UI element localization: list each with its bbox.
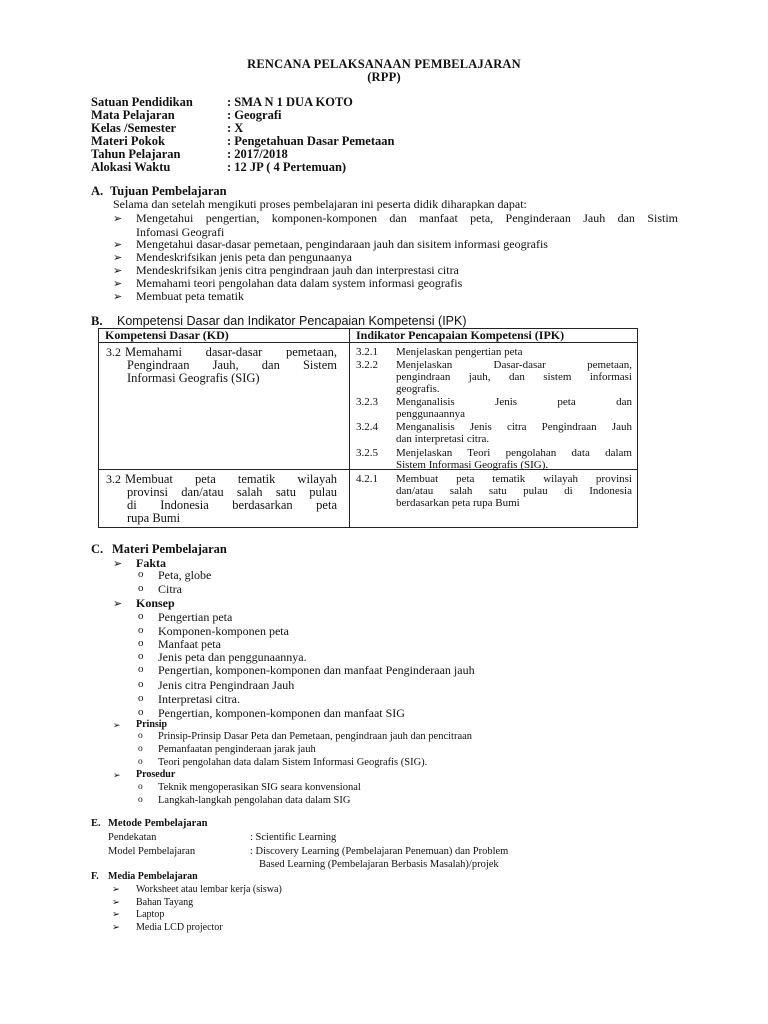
list-item: Mengetahui pengertian, komponen-komponen dan manfaat peta, Penginderaan Jauh dan Sistim	[136, 211, 678, 225]
list-item: Jenis citra Pengindraan Jauh	[158, 678, 295, 692]
subsection-heading: Prosedur	[136, 769, 176, 780]
kd-text-line: di Indonesia berdasarkan peta	[127, 498, 337, 512]
ipk-text-line: Sistem Informasi Geografis (SIG).	[396, 459, 549, 471]
ipk-text-line: penggunaannya	[396, 408, 466, 420]
kd-text-line: Pengindraan Jauh, dan Sistem	[127, 358, 337, 372]
subsection-heading: Prinsip	[136, 719, 168, 730]
circle-bullet-icon: o	[138, 610, 144, 622]
list-item: Mendeskrifsikan jenis peta dan pengunaanya	[136, 250, 352, 264]
list-item: Worksheet atau lembar kerja (siswa)	[136, 884, 282, 895]
ipk-number: 3.2.4	[356, 421, 378, 433]
ipk-text-line: Menjelaskan Dasar-dasar pemetaan,	[396, 359, 632, 371]
subsection-heading: Fakta	[136, 556, 166, 570]
identity-key: Tahun Pelajaran	[91, 147, 181, 161]
arrow-bullet-icon: ➢	[113, 252, 123, 264]
circle-bullet-icon: o	[138, 795, 143, 805]
identity-value: : SMA N 1 DUA KOTO	[227, 95, 353, 109]
ipk-number: 3.2.2	[356, 359, 378, 371]
document-title: RENCANA PELAKSANAAN PEMBELAJARAN	[247, 57, 521, 71]
list-item: Infomasi Geografi	[136, 225, 225, 239]
list-item: Citra	[158, 582, 182, 596]
list-item: Pengertian peta	[158, 610, 233, 624]
arrow-bullet-icon: ➢	[113, 291, 123, 303]
kd-number: 3.2	[106, 345, 121, 359]
circle-bullet-icon: o	[138, 744, 143, 754]
section-a-intro: Selama dan setelah mengikuti proses pembelajaran ini peserta didik diharapkan dapat:	[113, 197, 527, 211]
ipk-text-line: Menganalisis Jenis peta dan	[396, 396, 632, 408]
identity-value: : 2017/2018	[227, 147, 288, 161]
circle-bullet-icon: o	[138, 624, 144, 636]
circle-bullet-icon: o	[138, 650, 144, 662]
arrow-bullet-icon: ➢	[113, 770, 121, 780]
circle-bullet-icon: o	[138, 706, 144, 718]
kd-text-line: provinsi dan/atau salah satu pulau	[127, 485, 337, 499]
arrow-bullet-icon: ➢	[113, 265, 123, 277]
identity-value: : X	[227, 121, 244, 135]
list-item: Interpretasi citra.	[158, 692, 240, 706]
ipk-text-line: Menjelaskan Teori pengolahan data dalam	[396, 447, 632, 459]
method-value: : Scientific Learning	[250, 832, 337, 843]
col-header-kd: Kompetensi Dasar (KD)	[99, 329, 350, 343]
arrow-bullet-icon: ➢	[113, 720, 121, 730]
arrow-bullet-icon: ➢	[112, 910, 120, 920]
list-item: Mendeskrifsikan jenis citra pengindraan jauh dan interprestasi citra	[136, 263, 459, 277]
identity-key: Mata Pelajaran	[91, 108, 175, 122]
list-item: Pengertian, komponen-komponen dan manfaat SIG	[158, 706, 405, 720]
circle-bullet-icon: o	[138, 678, 144, 690]
list-item: Media LCD projector	[136, 921, 223, 933]
circle-bullet-icon: o	[138, 582, 144, 594]
method-value-continued: Based Learning (Pembelajaran Berbasis Masalah)/projek	[259, 859, 499, 870]
kd-text-line: Membuat peta tematik wilayah	[125, 472, 337, 486]
arrow-bullet-icon: ➢	[113, 598, 123, 610]
list-item: Langkah-langkah pengolahan data dalam SIG	[158, 795, 351, 806]
identity-key: Materi Pokok	[91, 134, 165, 148]
list-item: Bahan Tayang	[136, 896, 194, 908]
arrow-bullet-icon: ➢	[113, 239, 123, 251]
ipk-text-line: berdasarkan peta rupa Bumi	[396, 497, 520, 509]
circle-bullet-icon: o	[138, 637, 144, 649]
list-item: Peta, globe	[158, 568, 212, 582]
table-header-row	[99, 329, 638, 343]
identity-value: : Pengetahuan Dasar Pemetaan	[227, 134, 395, 148]
ipk-text-line: Menganalisis Jenis citra Pengindraan Jauh	[396, 421, 632, 433]
ipk-text-line: Menjelaskan pengertian peta	[396, 346, 523, 358]
ipk-text-line: dan/atau salah satu pulau di Indonesia	[396, 485, 632, 497]
arrow-bullet-icon: ➢	[113, 278, 123, 290]
circle-bullet-icon: o	[138, 731, 143, 741]
kd-cell-2	[99, 470, 350, 528]
list-item: Teknik mengoperasikan SIG seara konvensional	[158, 782, 361, 793]
table-row	[99, 470, 638, 528]
ipk-number: 3.2.1	[356, 346, 378, 358]
list-item: Laptop	[136, 909, 165, 920]
list-item: Jenis peta dan penggunaannya.	[158, 650, 307, 664]
ipk-text-line: dan interpretasi citra.	[396, 433, 490, 445]
ipk-cell-1	[350, 343, 638, 470]
col-header-ipk: Indikator Pencapaian Kompetensi (IPK)	[350, 329, 638, 343]
kd-number: 3.2	[106, 472, 121, 486]
document-page: RENCANA PELAKSANAAN PEMBELAJARAN (RPP) Satuan Pendidikan : SMA N 1 DUA KOTO Mata Pelajaran : Geografi Kelas /Semester : X Materi Pokok : Pengetahuan Dasar Pemetaan Tahun Pelajaran : 2017/2018 Alokasi Waktu : 12 JP ( 4 Pertemuan) A. Tujuan Pembelajaran Selama dan setelah mengikuti proses pembelajaran ini peserta didik diharapkan dapat: B. Kompetensi Dasar dan Indikator Pencapaian Kompetensi (IPK) Kompetensi Dasar (KD) Indikator Pencapaian Kompetensi (IPK) 3.2 Memahami dasar-dasar pemetaan, Pengindraan Jauh, dan Sistem Informasi Geografis (SIG) 3.2.1 Menjelaskan pengertian peta 3.2.2 Menjelaskan Dasar-dasar pemetaan, pengindraan jauh, dan sistem informasi geografis. 3.2.3 Menganalisis Jenis peta dan penggunaannya 3.2.4 Menganalisis Jenis citra Pengindraan Jauh dan interpretasi citra. 3.2.5 Menjelaskan Teori pengolahan data dalam Sistem Informasi Geografis (SIG). 3.2 Membuat peta tematik wilayah provinsi dan/atau salah satu pulau di Indonesia berdasarkan peta rupa Bumi 4.2.1 Membuat peta tematik wilayah provinsi dan/atau salah satu pulau di Indonesia berdasarkan peta rupa Bumi C. Materi Pembelajaran E. Metode Pembelajaran F. Media Pembelajaran ➢ Mengetahui pengertian, komponen-komponen dan manfaat peta, Penginderaan Jauh dan Sistim Infomasi Geografi ➢ Mengetahui dasar-dasar pemetaan, pengindaraan jauh dan sisitem informasi geografis ➢ Mendeskrifsikan jenis peta dan pengunaanya ➢ Mendeskrifsikan jenis citra pengindraan jauh dan interprestasi citra ➢ Memahami teori pengolahan data dalam system informasi geografis ➢ Membuat peta tematik ➢ Fakta o Peta, globe o Citra ➢ Konsep o Pengertian peta o Komponen-komponen peta o Manfaat peta o Jenis peta dan penggunaannya. o Pengertian, komponen-komponen dan manfaat Penginderaan jauh o Jenis citra Pengindraan Jauh o Interpretasi citra. o Pengertian, komponen-komponen dan manfaat SIG ➢ Prinsip o Prinsip-Prinsip Dasar Peta dan Pemetaan, pengindraan jauh dan pencitraan o Pemanfaatan penginderaan jarak jauh o Teori pengolahan data dalam Sistem Informasi Geografis (SIG). ➢ Prosedur o Teknik mengoperasikan SIG seara konvensional o Langkah-langkah pengolahan data dalam SIG Pendekatan : Scientific Learning Model Pembelajaran : Discovery Learning (Pembelajaran Penemuan) dan Problem Based Learning (Pembelajaran Berbasis Masalah)/projek ➢ Worksheet atau lembar kerja (siswa) ➢ Bahan Tayang ➢ Laptop ➢ Media LCD projector	[0, 0, 768, 1024]
kd-text-line: Informasi Geografis (SIG)	[127, 371, 260, 385]
subsection-heading: Konsep	[136, 596, 175, 610]
circle-bullet-icon: o	[138, 663, 144, 675]
method-key: Pendekatan	[108, 832, 157, 843]
arrow-bullet-icon: ➢	[113, 558, 123, 570]
ipk-number: 4.2.1	[356, 473, 378, 485]
kd-text-line: Memahami dasar-dasar pemetaan,	[125, 345, 337, 359]
competency-table	[98, 328, 638, 528]
arrow-bullet-icon: ➢	[112, 897, 120, 908]
list-item: Memahami teori pengolahan data dalam system informasi geografis	[136, 276, 463, 290]
arrow-bullet-icon: ➢	[112, 885, 120, 895]
method-key: Model Pembelajaran	[108, 846, 196, 857]
list-item: Komponen-komponen peta	[158, 624, 289, 638]
list-item: Prinsip-Prinsip Dasar Peta dan Pemetaan, pengindraan jauh dan pencitraan	[158, 731, 473, 742]
arrow-bullet-icon: ➢	[112, 922, 120, 933]
circle-bullet-icon: o	[138, 757, 143, 767]
list-item: Pemanfaatan penginderaan jarak jauh	[158, 744, 316, 755]
ipk-text-line: geografis.	[396, 383, 440, 395]
circle-bullet-icon: o	[138, 692, 144, 704]
method-value: : Discovery Learning (Pembelajaran Penemuan) dan Problem	[250, 846, 509, 857]
table-row	[99, 343, 638, 470]
circle-bullet-icon: o	[138, 568, 144, 580]
ipk-number: 3.2.5	[356, 447, 378, 459]
list-item: Mengetahui dasar-dasar pemetaan, pengindaraan jauh dan sisitem informasi geografis	[136, 237, 548, 251]
list-item: Manfaat peta	[158, 637, 221, 651]
kd-text-line: rupa Bumi	[127, 511, 181, 525]
ipk-cell-2	[350, 470, 638, 528]
list-item: Membuat peta tematik	[136, 289, 244, 303]
identity-key: Kelas /Semester	[91, 121, 177, 135]
document-subtitle: (RPP)	[367, 70, 401, 84]
kd-cell-1	[99, 343, 350, 470]
ipk-text-line: Membuat peta tematik wilayah provinsi	[396, 473, 632, 485]
identity-key: Alokasi Waktu	[91, 160, 171, 174]
circle-bullet-icon: o	[138, 782, 143, 792]
arrow-bullet-icon: ➢	[113, 213, 123, 225]
identity-value: : 12 JP ( 4 Pertemuan)	[227, 160, 347, 174]
identity-key: Satuan Pendidikan	[91, 95, 193, 109]
identity-value: : Geografi	[227, 108, 282, 122]
list-item: Pengertian, komponen-komponen dan manfaat Penginderaan jauh	[158, 663, 475, 677]
ipk-number: 3.2.3	[356, 396, 378, 408]
ipk-text-line: pengindraan jauh, dan sistem informasi	[396, 371, 632, 383]
list-item: Teori pengolahan data dalam Sistem Informasi Geografis (SIG).	[158, 757, 428, 768]
